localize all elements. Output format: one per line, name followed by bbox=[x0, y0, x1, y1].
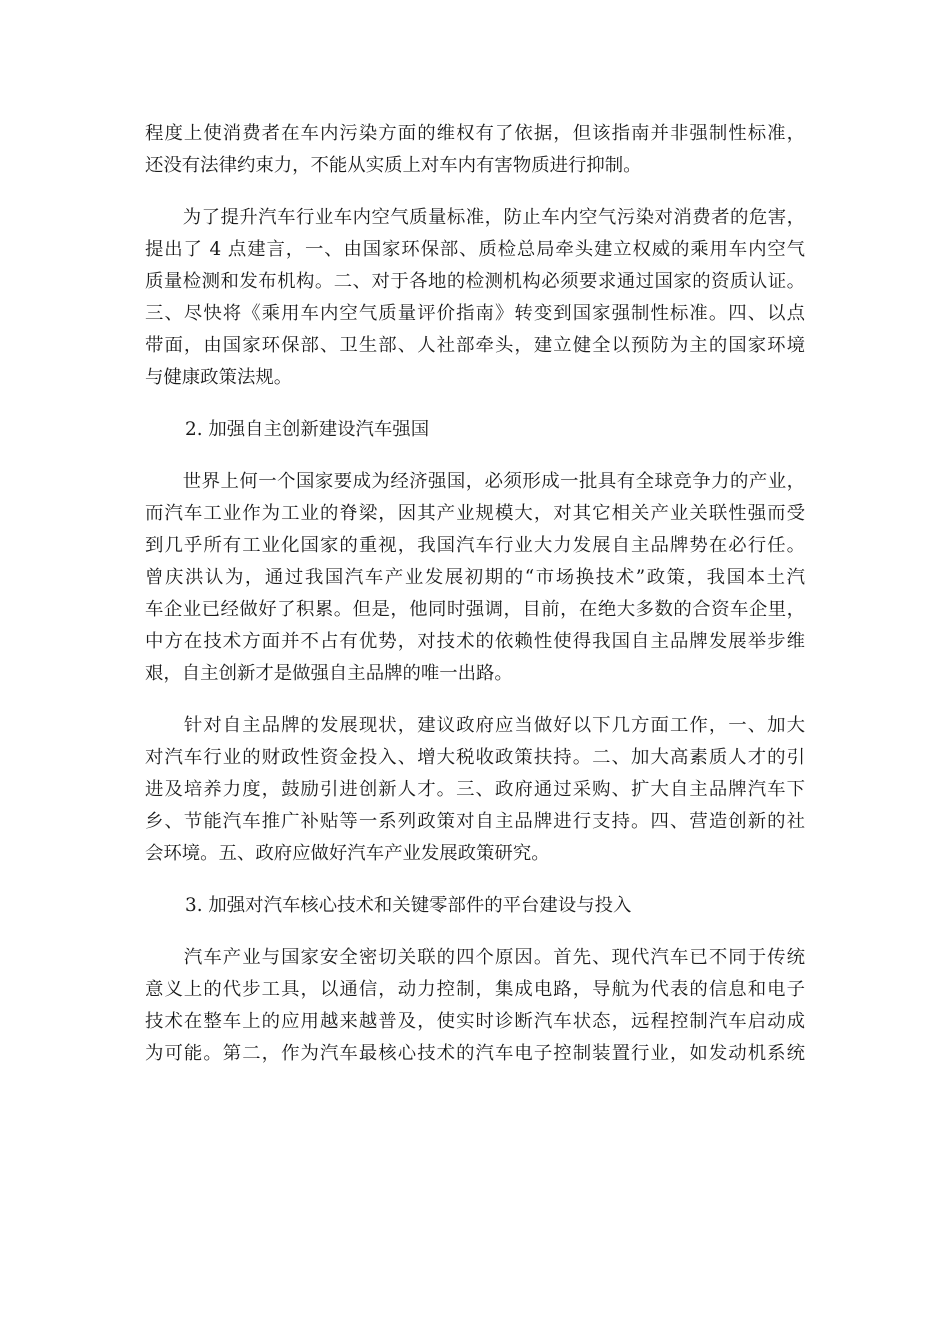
text-line: 中方在技术方面并不占有优势，对技术的依赖性使得我国自主品牌发展举步维 bbox=[145, 631, 805, 652]
text-line: 到几乎所有工业化国家的重视，我国汽车行业大力发展自主品牌势在必行任。 bbox=[145, 535, 805, 556]
section-heading-text: 2. 加强自主创新建设汽车强国 bbox=[185, 419, 430, 440]
text-line: 进及培养力度，鼓励引进创新人才。三、政府通过采购、扩大自主品牌汽车下 bbox=[145, 779, 805, 800]
text-line: 对汽车行业的财政性资金投入、增大税收政策扶持。二、加大高素质人才的引 bbox=[145, 747, 805, 768]
paragraph bbox=[145, 710, 805, 870]
text-line: 乡、节能汽车推广补贴等一系列政策对自主品牌进行支持。四、营造创新的社 bbox=[145, 811, 805, 832]
text-line: 带面，由国家环保部、卫生部、人社部牵头，建立健全以预防为主的国家环境 bbox=[145, 335, 805, 356]
section-heading-text: 3. 加强对汽车核心技术和关键零部件的平台建设与投入 bbox=[185, 895, 632, 916]
text-line: 质量检测和发布机构。二、对于各地的检测机构必须要求通过国家的资质认证。 bbox=[145, 271, 805, 292]
text-line: 与健康政策法规。 bbox=[145, 367, 293, 388]
text-line: 针对自主品牌的发展现状，建议政府应当做好以下几方面工作，一、加大 bbox=[145, 715, 805, 736]
text-line: 车企业已经做好了积累。但是，他同时强调，目前，在绝大多数的合资车企里， bbox=[145, 599, 805, 620]
text-line: 技术在整车上的应用越来越普及，使实时诊断汽车状态，远程控制汽车启动成 bbox=[145, 1011, 805, 1032]
text-line: 程度上使消费者在车内污染方面的维权有了依据，但该指南并非强制性标准， bbox=[145, 123, 805, 144]
section-heading bbox=[145, 414, 805, 446]
text-line: 还没有法律约束力，不能从实质上对车内有害物质进行抑制。 bbox=[145, 155, 642, 176]
text-line: 汽车产业与国家安全密切关联的四个原因。首先、现代汽车已不同于传统 bbox=[145, 947, 805, 968]
text-line: 而汽车工业作为工业的脊梁，因其产业规模大，对其它相关产业关联性强而受 bbox=[145, 503, 805, 524]
text-line: 世界上何一个国家要成为经济强国，必须形成一批具有全球竞争力的产业， bbox=[145, 471, 805, 492]
text-line: 为了提升汽车行业车内空气质量标准，防止车内空气污染对消费者的危害， bbox=[145, 207, 805, 228]
text-line: 三、尽快将《乘用车内空气质量评价指南》转变到国家强制性标准。四、以点 bbox=[145, 303, 805, 324]
document-page bbox=[145, 118, 805, 1090]
section-heading bbox=[145, 890, 805, 922]
paragraph bbox=[145, 942, 805, 1070]
text-line: 曾庆洪认为，通过我国汽车产业发展初期的“市场换技术”政策，我国本土汽 bbox=[145, 567, 805, 588]
paragraph bbox=[145, 202, 805, 394]
text-line: 会环境。五、政府应做好汽车产业发展政策研究。 bbox=[145, 843, 550, 864]
paragraph bbox=[145, 118, 805, 182]
text-line: 艰，自主创新才是做强自主品牌的唯一出路。 bbox=[145, 663, 513, 684]
text-line: 意义上的代步工具，以通信，动力控制，集成电路，导航为代表的信息和电子 bbox=[145, 979, 805, 1000]
text-line: 为可能。第二，作为汽车最核心技术的汽车电子控制装置行业，如发动机系统 bbox=[145, 1043, 805, 1064]
text-line: 提出了 4 点建言，一、由国家环保部、质检总局牵头建立权威的乘用车内空气 bbox=[145, 239, 805, 260]
paragraph bbox=[145, 466, 805, 690]
